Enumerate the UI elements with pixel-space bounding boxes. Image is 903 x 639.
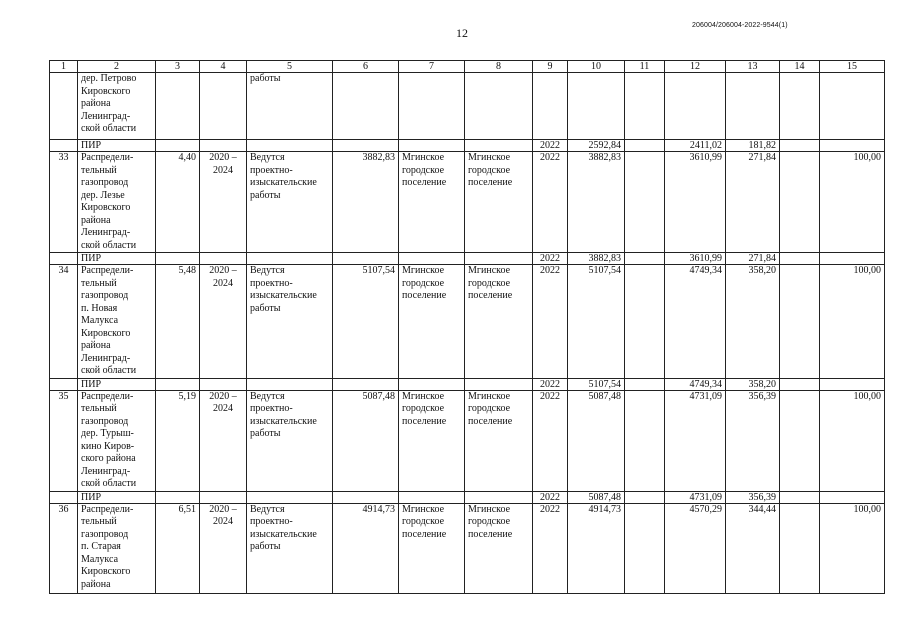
- cell-col-11: [625, 503, 665, 593]
- cell-col-12: [665, 73, 726, 140]
- cell-col-12: 3610,99: [665, 152, 726, 253]
- cell-col-14: [780, 152, 820, 253]
- col-num-8: 8: [465, 61, 533, 73]
- cell-col-11: [625, 140, 665, 152]
- cell-col-15: 100,00: [820, 152, 885, 253]
- cell-col-4: 2020 – 2024: [200, 265, 247, 379]
- cell-col-8: [465, 73, 533, 140]
- cell-col-8: [465, 253, 533, 265]
- cell-col-1: 35: [50, 390, 78, 491]
- table-row: [50, 503, 885, 593]
- cell-col-9: 2022: [533, 378, 568, 390]
- cell-col-7: [399, 378, 465, 390]
- pir-subrow: [50, 140, 885, 152]
- cell-col-13: 271,84: [726, 152, 780, 253]
- cell-col-5: [247, 140, 333, 152]
- cell-col-8: Мгинское городское поселение: [465, 503, 533, 593]
- pir-subrow: [50, 491, 885, 503]
- cell-col-14: [780, 390, 820, 491]
- table-row: [50, 390, 885, 491]
- cell-col-7: [399, 491, 465, 503]
- cell-col-5: [247, 253, 333, 265]
- cell-col-4: 2020 – 2024: [200, 503, 247, 593]
- cell-col-14: [780, 265, 820, 379]
- cell-col-6: [333, 140, 399, 152]
- cell-col-3: [156, 73, 200, 140]
- cell-col-14: [780, 491, 820, 503]
- cell-col-2: Распредели- тельный газопровод дер. Лезье Кировского района Ленинград- ской области: [78, 152, 156, 253]
- pir-subrow: [50, 253, 885, 265]
- cell-col-2: ПИР: [78, 140, 156, 152]
- table-row: [50, 152, 885, 253]
- cell-col-6: 5107,54: [333, 265, 399, 379]
- col-num-11: 11: [625, 61, 665, 73]
- cell-col-1: 36: [50, 503, 78, 593]
- cell-col-5: [247, 378, 333, 390]
- cell-col-8: [465, 140, 533, 152]
- cell-col-13: 358,20: [726, 265, 780, 379]
- cell-col-13: 271,84: [726, 253, 780, 265]
- cell-col-10: 5087,48: [568, 390, 625, 491]
- cell-col-9: 2022: [533, 253, 568, 265]
- cell-col-6: [333, 491, 399, 503]
- cell-col-9: 2022: [533, 152, 568, 253]
- cell-col-1: [50, 140, 78, 152]
- col-num-15: 15: [820, 61, 885, 73]
- cell-col-14: [780, 73, 820, 140]
- cell-col-5: Ведутся проектно- изыскательские работы: [247, 390, 333, 491]
- col-num-9: 9: [533, 61, 568, 73]
- cell-col-4: [200, 378, 247, 390]
- cell-col-10: [568, 73, 625, 140]
- cell-col-2: ПИР: [78, 253, 156, 265]
- cell-col-6: [333, 73, 399, 140]
- cell-col-5: [247, 491, 333, 503]
- cell-col-1: [50, 253, 78, 265]
- cell-col-11: [625, 378, 665, 390]
- cell-col-5: работы: [247, 73, 333, 140]
- cell-col-10: 3882,83: [568, 152, 625, 253]
- cell-col-6: [333, 253, 399, 265]
- cell-col-15: [820, 491, 885, 503]
- cell-col-3: [156, 140, 200, 152]
- cell-col-4: [200, 73, 247, 140]
- col-num-10: 10: [568, 61, 625, 73]
- cell-col-1: [50, 491, 78, 503]
- cell-col-7: Мгинское городское поселение: [399, 503, 465, 593]
- cell-col-4: [200, 140, 247, 152]
- col-num-5: 5: [247, 61, 333, 73]
- cell-col-10: 2592,84: [568, 140, 625, 152]
- cell-col-11: [625, 73, 665, 140]
- cell-col-9: 2022: [533, 503, 568, 593]
- col-num-2: 2: [78, 61, 156, 73]
- cell-col-15: [820, 378, 885, 390]
- cell-col-12: 4749,34: [665, 378, 726, 390]
- cell-col-13: 344,44: [726, 503, 780, 593]
- cell-col-12: 3610,99: [665, 253, 726, 265]
- cell-col-7: [399, 73, 465, 140]
- cell-col-10: 3882,83: [568, 253, 625, 265]
- cell-col-2: Распредели- тельный газопровод п. Новая Малукса Кировского района Ленинград- ской области: [78, 265, 156, 379]
- cell-col-3: [156, 491, 200, 503]
- column-number-row: [50, 61, 885, 73]
- cell-col-2: Распредели- тельный газопровод дер. Турыш- кино Киров- ского района Ленинград- ской области: [78, 390, 156, 491]
- cell-col-10: 4914,73: [568, 503, 625, 593]
- document-id: 206004/206004-2022-9544(1): [692, 22, 788, 29]
- cell-col-11: [625, 152, 665, 253]
- cell-col-10: 5107,54: [568, 265, 625, 379]
- cell-col-13: 181,82: [726, 140, 780, 152]
- cell-col-6: 3882,83: [333, 152, 399, 253]
- col-num-12: 12: [665, 61, 726, 73]
- cell-col-11: [625, 390, 665, 491]
- cell-col-1: 33: [50, 152, 78, 253]
- investment-table: [49, 60, 885, 594]
- cell-col-11: [625, 265, 665, 379]
- cell-col-12: 4749,34: [665, 265, 726, 379]
- cell-col-7: Мгинское городское поселение: [399, 265, 465, 379]
- table-row: [50, 73, 885, 140]
- cell-col-13: 356,39: [726, 390, 780, 491]
- col-num-3: 3: [156, 61, 200, 73]
- col-num-14: 14: [780, 61, 820, 73]
- cell-col-2: дер. Петрово Кировского района Ленинград- ской области: [78, 73, 156, 140]
- cell-col-8: Мгинское городское поселение: [465, 152, 533, 253]
- cell-col-10: 5107,54: [568, 378, 625, 390]
- cell-col-1: [50, 378, 78, 390]
- cell-col-11: [625, 253, 665, 265]
- cell-col-12: 2411,02: [665, 140, 726, 152]
- col-num-4: 4: [200, 61, 247, 73]
- cell-col-15: [820, 73, 885, 140]
- col-num-13: 13: [726, 61, 780, 73]
- cell-col-3: 6,51: [156, 503, 200, 593]
- cell-col-3: 5,48: [156, 265, 200, 379]
- cell-col-3: [156, 378, 200, 390]
- cell-col-15: [820, 140, 885, 152]
- cell-col-3: 5,19: [156, 390, 200, 491]
- cell-col-7: [399, 253, 465, 265]
- cell-col-14: [780, 140, 820, 152]
- cell-col-2: ПИР: [78, 378, 156, 390]
- cell-col-13: [726, 73, 780, 140]
- cell-col-5: Ведутся проектно- изыскательские работы: [247, 265, 333, 379]
- cell-col-14: [780, 378, 820, 390]
- cell-col-10: 5087,48: [568, 491, 625, 503]
- pir-subrow: [50, 378, 885, 390]
- cell-col-8: [465, 491, 533, 503]
- cell-col-11: [625, 491, 665, 503]
- cell-col-6: 4914,73: [333, 503, 399, 593]
- cell-col-14: [780, 503, 820, 593]
- cell-col-9: 2022: [533, 140, 568, 152]
- cell-col-1: [50, 73, 78, 140]
- cell-col-3: [156, 253, 200, 265]
- cell-col-12: 4731,09: [665, 390, 726, 491]
- cell-col-5: Ведутся проектно- изыскательские работы: [247, 503, 333, 593]
- col-num-7: 7: [399, 61, 465, 73]
- cell-col-15: 100,00: [820, 265, 885, 379]
- cell-col-4: [200, 253, 247, 265]
- cell-col-7: Мгинское городское поселение: [399, 390, 465, 491]
- cell-col-6: 5087,48: [333, 390, 399, 491]
- cell-col-12: 4570,29: [665, 503, 726, 593]
- cell-col-8: Мгинское городское поселение: [465, 265, 533, 379]
- cell-col-9: 2022: [533, 491, 568, 503]
- cell-col-1: 34: [50, 265, 78, 379]
- cell-col-12: 4731,09: [665, 491, 726, 503]
- cell-col-9: 2022: [533, 390, 568, 491]
- cell-col-8: Мгинское городское поселение: [465, 390, 533, 491]
- cell-col-4: [200, 491, 247, 503]
- cell-col-5: Ведутся проектно- изыскательские работы: [247, 152, 333, 253]
- cell-col-9: [533, 73, 568, 140]
- cell-col-2: Распредели- тельный газопровод п. Старая Малукса Кировского района: [78, 503, 156, 593]
- table-row: [50, 265, 885, 379]
- cell-col-8: [465, 378, 533, 390]
- cell-col-9: 2022: [533, 265, 568, 379]
- cell-col-3: 4,40: [156, 152, 200, 253]
- cell-col-13: 358,20: [726, 378, 780, 390]
- cell-col-7: [399, 140, 465, 152]
- cell-col-6: [333, 378, 399, 390]
- col-num-6: 6: [333, 61, 399, 73]
- cell-col-13: 356,39: [726, 491, 780, 503]
- cell-col-15: 100,00: [820, 390, 885, 491]
- cell-col-15: 100,00: [820, 503, 885, 593]
- cell-col-14: [780, 253, 820, 265]
- page-number: 12: [456, 26, 468, 40]
- cell-col-15: [820, 253, 885, 265]
- cell-col-2: ПИР: [78, 491, 156, 503]
- cell-col-4: 2020 – 2024: [200, 390, 247, 491]
- cell-col-4: 2020 – 2024: [200, 152, 247, 253]
- col-num-1: 1: [50, 61, 78, 73]
- cell-col-7: Мгинское городское поселение: [399, 152, 465, 253]
